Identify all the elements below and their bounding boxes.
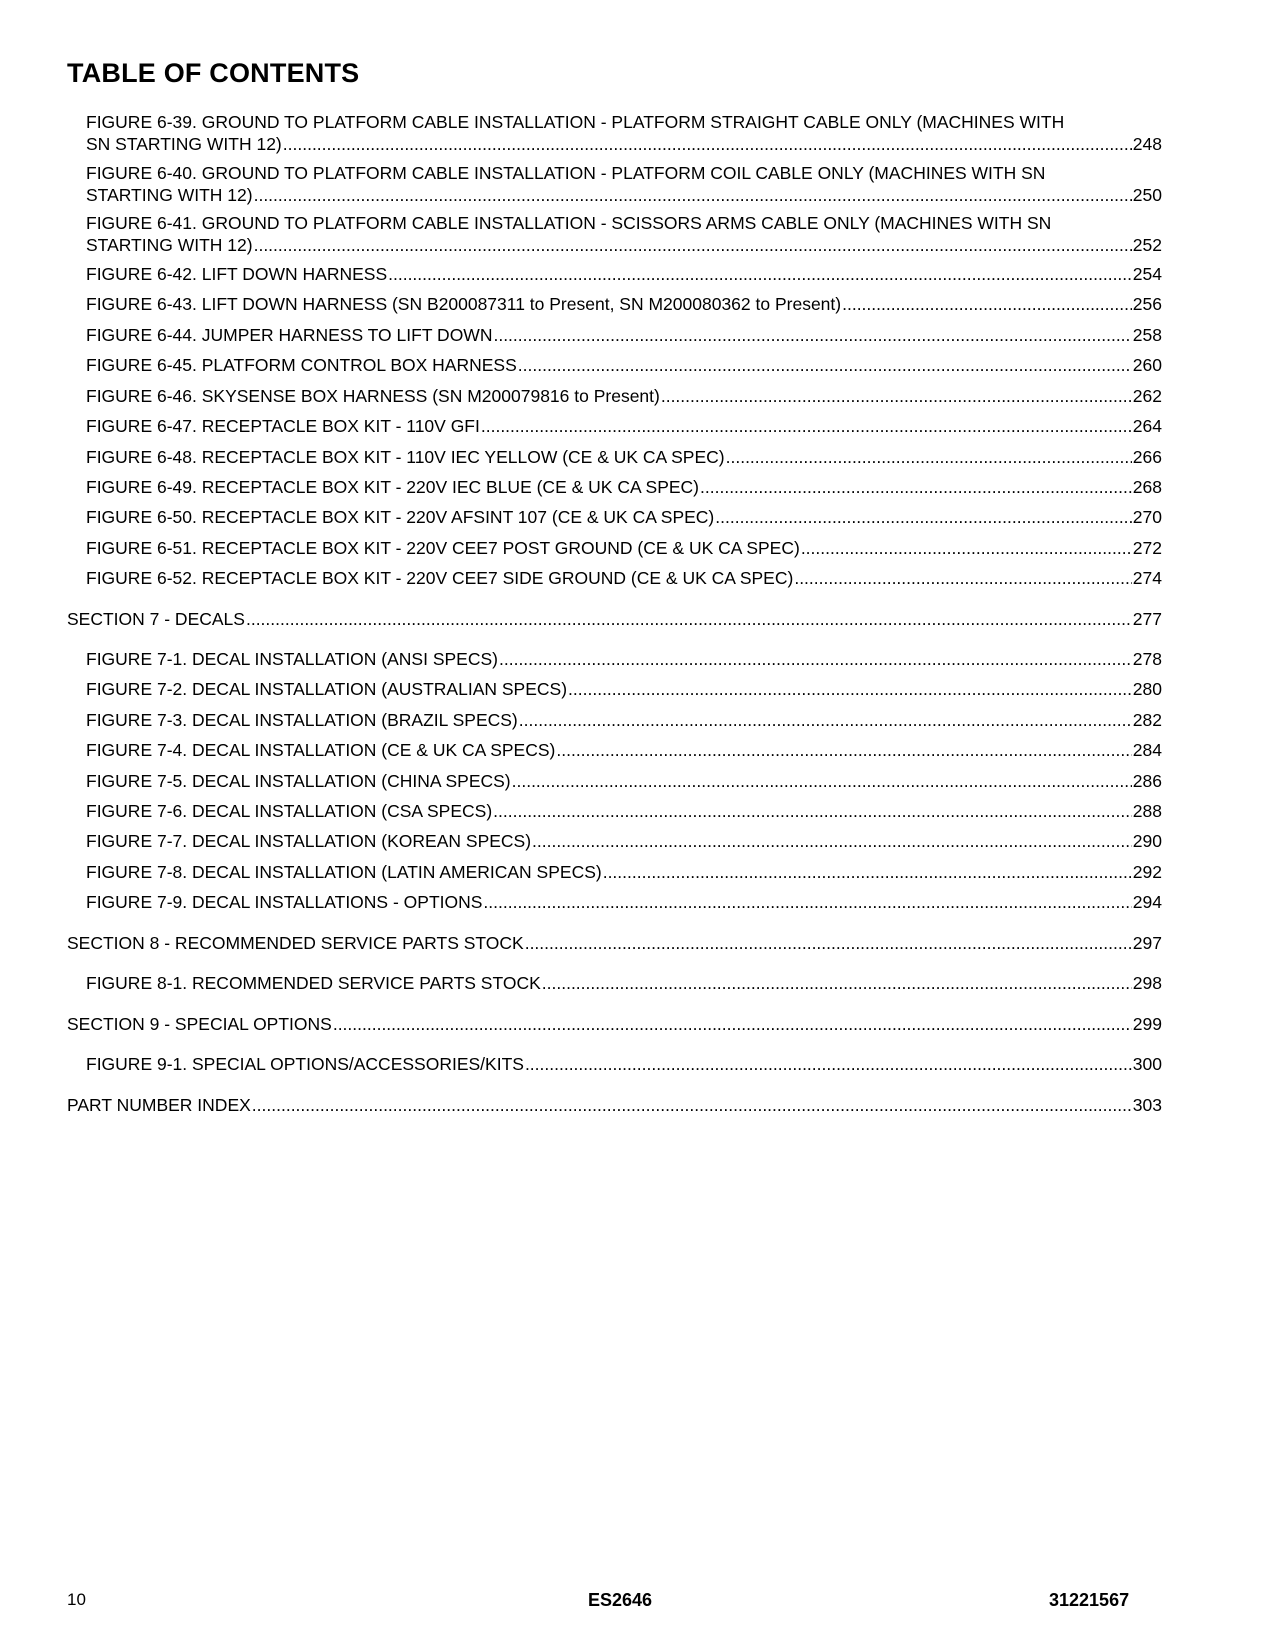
toc-entry-line — [86, 972, 1162, 994]
toc-entry-page-number: 252 — [1132, 235, 1162, 255]
toc-entry-title: FIGURE 7-9. DECAL INSTALLATIONS - OPTIONS — [86, 892, 483, 912]
toc-entry-title: FIGURE 6-47. RECEPTACLE BOX KIT - 110V GFI — [86, 416, 480, 436]
toc-entry-title: FIGURE 7-3. DECAL INSTALLATION (BRAZIL SPECS) — [86, 710, 518, 730]
toc-entry-title: FIGURE 6-52. RECEPTACLE BOX KIT - 220V CEE7 SIDE GROUND (CE & UK CA SPEC) — [86, 568, 794, 588]
dot-leader — [542, 972, 1132, 994]
toc-figure-entry[interactable] — [67, 972, 1162, 994]
dot-leader — [842, 293, 1132, 315]
dot-leader — [715, 506, 1132, 528]
toc-figure-entry[interactable] — [67, 212, 1162, 256]
toc-entry-title: FIGURE 6-51. RECEPTACLE BOX KIT - 220V CEE7 POST GROUND (CE & UK CA SPEC) — [86, 538, 800, 558]
toc-entry-page-number: 298 — [1132, 973, 1162, 993]
toc-entry-page-number: 264 — [1132, 416, 1162, 436]
toc-figure-entry[interactable] — [67, 739, 1162, 761]
toc-entry-page-number: 292 — [1132, 862, 1162, 882]
dot-leader — [333, 1013, 1132, 1035]
toc-entry-line — [86, 324, 1162, 346]
dot-leader — [493, 800, 1132, 822]
dot-leader — [499, 648, 1132, 670]
toc-entry-page-number: 256 — [1132, 294, 1162, 314]
toc-entry-page-number: 280 — [1132, 679, 1162, 699]
toc-entry-line — [86, 891, 1162, 913]
toc-entry-line — [86, 770, 1162, 792]
toc-section-entry[interactable] — [67, 932, 1162, 954]
toc-figure-entry[interactable] — [67, 446, 1162, 468]
dot-leader — [483, 891, 1131, 913]
toc-entry-page-number: 297 — [1132, 933, 1162, 953]
footer-doc-number: 31221567 — [1049, 1590, 1130, 1610]
toc-figure-entry[interactable] — [67, 293, 1162, 315]
toc-figure-entry[interactable] — [67, 263, 1162, 285]
toc-entry-title: STARTING WITH 12) — [86, 235, 253, 255]
toc-entry-line — [86, 263, 1162, 285]
toc-entry-title: FIGURE 6-46. SKYSENSE BOX HARNESS (SN M200079816 to Present) — [86, 386, 660, 406]
dot-leader — [254, 234, 1132, 256]
toc-figure-entry[interactable] — [67, 385, 1162, 407]
toc-figure-entry[interactable] — [67, 1053, 1162, 1075]
toc-entry-title: FIGURE 6-50. RECEPTACLE BOX KIT - 220V AFSINT 107 (CE & UK CA SPEC) — [86, 507, 715, 527]
toc-entry-title: FIGURE 6-43. LIFT DOWN HARNESS (SN B200087311 to Present, SN M200080362 to Present) — [86, 294, 842, 314]
toc-entry-line — [86, 293, 1162, 315]
dot-leader — [556, 739, 1131, 761]
toc-entry-title: FIGURE 7-8. DECAL INSTALLATION (LATIN AMERICAN SPECS) — [86, 862, 602, 882]
toc-entry-title: FIGURE 7-6. DECAL INSTALLATION (CSA SPECS) — [86, 801, 493, 821]
dot-leader — [568, 678, 1132, 700]
toc-figure-entry[interactable] — [67, 537, 1162, 559]
dot-leader — [794, 567, 1131, 589]
dot-leader — [525, 1053, 1132, 1075]
dot-leader — [518, 354, 1132, 376]
toc-entry-title: FIGURE 6-44. JUMPER HARNESS TO LIFT DOWN — [86, 325, 493, 345]
toc-entry-line — [86, 385, 1162, 407]
toc-entry-title: PART NUMBER INDEX — [67, 1095, 251, 1115]
toc-figure-entry[interactable] — [67, 415, 1162, 437]
dot-leader — [512, 770, 1132, 792]
toc-entry-title: SECTION 8 - RECOMMENDED SERVICE PARTS STOCK — [67, 933, 524, 953]
toc-section-entry[interactable] — [67, 1094, 1162, 1116]
toc-entry-page-number: 260 — [1132, 355, 1162, 375]
toc-entry-title: FIGURE 7-1. DECAL INSTALLATION (ANSI SPECS) — [86, 649, 498, 669]
toc-entry-page-number: 277 — [1132, 609, 1162, 629]
toc-entry-page-number: 266 — [1132, 447, 1162, 467]
toc-figure-entry[interactable] — [67, 891, 1162, 913]
toc-entry-line — [86, 506, 1162, 528]
toc-entry-page-number: 300 — [1132, 1054, 1162, 1074]
toc-entry-page-number: 282 — [1132, 710, 1162, 730]
toc-section-entry[interactable] — [67, 608, 1162, 630]
dot-leader — [283, 133, 1132, 155]
toc-figure-entry[interactable] — [67, 506, 1162, 528]
toc-entry-title: FIGURE 7-5. DECAL INSTALLATION (CHINA SPECS) — [86, 771, 511, 791]
toc-entry-title: FIGURE 9-1. SPECIAL OPTIONS/ACCESSORIES/KITS — [86, 1054, 524, 1074]
toc-entry-page-number: 268 — [1132, 477, 1162, 497]
toc-figure-entry[interactable] — [67, 770, 1162, 792]
dot-leader — [388, 263, 1132, 285]
toc-entry-title: FIGURE 6-49. RECEPTACLE BOX KIT - 220V IEC BLUE (CE & UK CA SPEC) — [86, 477, 700, 497]
toc-figure-entry[interactable] — [67, 111, 1162, 155]
toc-entry-line — [86, 861, 1162, 883]
toc-entry-line — [86, 234, 1162, 256]
toc-entry-line — [86, 739, 1162, 761]
toc-entry-title: FIGURE 7-4. DECAL INSTALLATION (CE & UK CA SPECS) — [86, 740, 556, 760]
dot-leader — [603, 861, 1132, 883]
toc-figure-entry[interactable] — [67, 162, 1162, 206]
toc-figure-entry[interactable] — [67, 678, 1162, 700]
dot-leader — [252, 1094, 1132, 1116]
toc-entry-page-number: 294 — [1132, 892, 1162, 912]
toc-entry-page-number: 270 — [1132, 507, 1162, 527]
toc-figure-entry[interactable] — [67, 354, 1162, 376]
page-title: TABLE OF CONTENTS — [67, 58, 360, 88]
toc-entry-page-number: 278 — [1132, 649, 1162, 669]
toc-entry-line — [67, 1094, 1162, 1116]
toc-entry-line — [86, 1053, 1162, 1075]
dot-leader — [801, 537, 1132, 559]
dot-leader — [661, 385, 1132, 407]
toc-entry-title: STARTING WITH 12) — [86, 185, 253, 205]
toc-entry-line — [86, 648, 1162, 670]
toc-figure-entry[interactable] — [67, 709, 1162, 731]
toc-entry-page-number: 299 — [1132, 1014, 1162, 1034]
toc-entry-line — [86, 184, 1162, 206]
toc-entry-page-number: 262 — [1132, 386, 1162, 406]
toc-entry-page-number: 258 — [1132, 325, 1162, 345]
toc-entry-page-number: 272 — [1132, 538, 1162, 558]
toc-entry-page-number: 250 — [1132, 185, 1162, 205]
toc-entry-page-number: 288 — [1132, 801, 1162, 821]
toc-entry-title-line: FIGURE 6-41. GROUND TO PLATFORM CABLE INSTALLATION - SCISSORS ARMS CABLE ONLY (MACHINES WITH SN — [86, 213, 1052, 233]
toc-entry-page-number: 286 — [1132, 771, 1162, 791]
toc-figure-entry[interactable] — [67, 800, 1162, 822]
footer-model: ES2646 — [588, 1590, 653, 1610]
toc-entry-page-number: 303 — [1132, 1095, 1162, 1115]
toc-entry-line — [86, 415, 1162, 437]
toc-figure-entry[interactable] — [67, 324, 1162, 346]
toc-entry-line — [86, 133, 1162, 155]
toc-entry-line — [86, 537, 1162, 559]
dot-leader — [246, 608, 1132, 630]
dot-leader — [700, 476, 1132, 498]
toc-figure-entry[interactable] — [67, 567, 1162, 589]
toc-entry-line — [86, 476, 1162, 498]
toc-figure-entry[interactable] — [67, 830, 1162, 852]
toc-figure-entry[interactable] — [67, 861, 1162, 883]
toc-entry-title-line: FIGURE 6-39. GROUND TO PLATFORM CABLE INSTALLATION - PLATFORM STRAIGHT CABLE ONLY (MACHINES WITH — [86, 112, 1065, 132]
toc-entry-title: SN STARTING WITH 12) — [86, 134, 282, 154]
toc-section-entry[interactable] — [67, 1013, 1162, 1035]
toc-entry-title: FIGURE 6-42. LIFT DOWN HARNESS — [86, 264, 388, 284]
toc-entry-page-number: 274 — [1132, 568, 1162, 588]
toc-entry-title: SECTION 7 - DECALS — [67, 609, 245, 629]
toc-entry-line — [86, 709, 1162, 731]
toc-entry-title: FIGURE 6-45. PLATFORM CONTROL BOX HARNESS — [86, 355, 517, 375]
toc-entry-line — [86, 446, 1162, 468]
dot-leader — [481, 415, 1132, 437]
dot-leader — [726, 446, 1132, 468]
toc-entry-title: FIGURE 7-7. DECAL INSTALLATION (KOREAN SPECS) — [86, 831, 532, 851]
toc-entry-line — [67, 608, 1162, 630]
toc-entry-page-number: 290 — [1132, 831, 1162, 851]
toc-entry-line — [86, 830, 1162, 852]
footer-page-number: 10 — [67, 1590, 86, 1609]
toc-entry-line — [67, 932, 1162, 954]
dot-leader — [493, 324, 1131, 346]
toc-entry-page-number: 248 — [1132, 134, 1162, 154]
toc-entry-line — [86, 354, 1162, 376]
toc-entry-title: FIGURE 6-48. RECEPTACLE BOX KIT - 110V IEC YELLOW (CE & UK CA SPEC) — [86, 447, 725, 467]
toc-figure-entry[interactable] — [67, 648, 1162, 670]
dot-leader — [519, 709, 1132, 731]
toc-entry-title: FIGURE 7-2. DECAL INSTALLATION (AUSTRALIAN SPECS) — [86, 679, 568, 699]
toc-entry-line — [86, 800, 1162, 822]
toc-entry-title: FIGURE 8-1. RECOMMENDED SERVICE PARTS STOCK — [86, 973, 541, 993]
toc-entry-page-number: 254 — [1132, 264, 1162, 284]
toc-entry-line — [67, 1013, 1162, 1035]
toc-figure-entry[interactable] — [67, 476, 1162, 498]
dot-leader — [254, 184, 1132, 206]
toc-entry-line — [86, 678, 1162, 700]
toc-entry-title: SECTION 9 - SPECIAL OPTIONS — [67, 1014, 332, 1034]
toc-entry-title-line: FIGURE 6-40. GROUND TO PLATFORM CABLE INSTALLATION - PLATFORM COIL CABLE ONLY (MACHINES WITH SN — [86, 163, 1046, 183]
dot-leader — [525, 932, 1132, 954]
toc-entry-line — [86, 567, 1162, 589]
dot-leader — [532, 830, 1132, 852]
toc-entry-page-number: 284 — [1132, 740, 1162, 760]
